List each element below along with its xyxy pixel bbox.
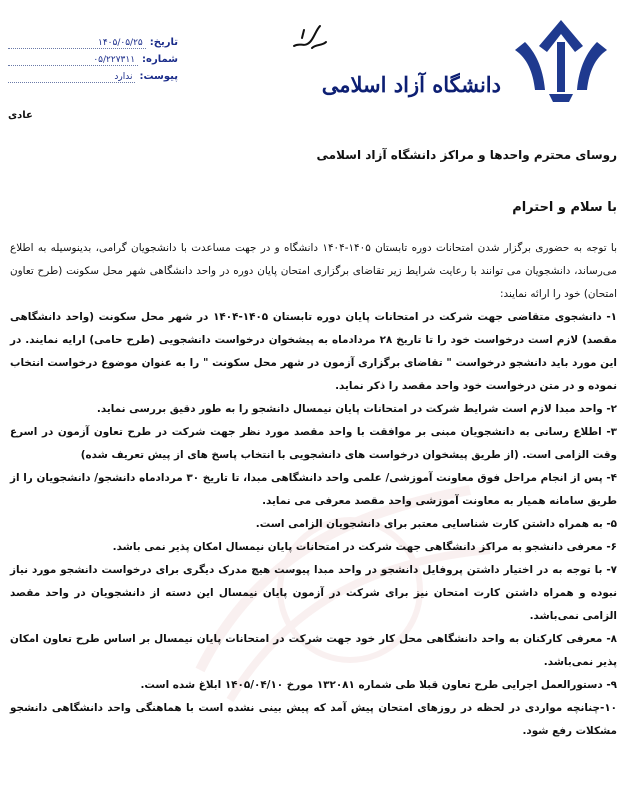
item-8: ۸- معرفی کارکنان به واحد دانشگاهی محل کار خود جهت شرکت در امتحانات پایان نیمسال بر اساس طرح تعاون امکان پذیر نمی‌باشد.: [10, 633, 617, 668]
item-1: ۱- دانشجوی متقاضی جهت شرکت در امتحانات پایان دوره تابستان ۱۴۰۵-۱۴۰۴ در شهر محل سکونت (واحد دانشگاهی مقصد) لازم است درخواست خود را تا تاریخ ۲۸ مردادماه به پیشخوان درخواست دانشجویی (طرح حامی) ارایه نمایند. در این مورد باید دانشجو درخواست " تقاضای برگزاری آزمون در شهر محل سکونت " را به عنوان موضوع درخواست انتخاب نموده و در متن درخواست خود واحد مقصد را ذکر نماید.: [10, 311, 617, 392]
meta-date: [8, 37, 178, 54]
meta-attachment-label: پیوست:: [139, 71, 178, 82]
letter-body: [10, 237, 617, 743]
item-9: ۹- دستورالعمل اجرایی طرح تعاون قبلا طی شماره ۱۳۲۰۸۱ مورخ ۱۴۰۵/۰۴/۱۰ ابلاغ شده است.: [140, 679, 617, 691]
classification-label: عادی: [8, 110, 33, 121]
meta-attachment-value: ندارد: [8, 72, 135, 83]
item-2: ۲- واحد مبدا لازم است شرایط شرکت در امتحانات پایان نیمسال دانشجو را به طور دقیق بررسی نماید.: [96, 403, 617, 415]
motto-calligraphy: [290, 20, 330, 56]
meta-date-label: تاریخ:: [149, 37, 178, 48]
item-3: ۳- اطلاع رسانی به دانشجویان مبنی بر موافقت با واحد مقصد مورد نظر جهت شرکت در طرح تعاون آزمون در اسرع وقت الزامی است. (از طریق پیشخوان درخواست های دانشجویی با انتخاب پاسخ های از پیش تعریف شده): [10, 426, 617, 461]
intro-paragraph: با توجه به حضوری برگزار شدن امتحانات دوره تابستان ۱۴۰۵-۱۴۰۴ دانشگاه و در جهت مساعدت با دانشجویان گرامی، بدینوسیله به اطلاع می‌رساند، دانشجویان می توانند با رعایت شرایط زیر تقاضای برگزاری امتحان پایان دوره در واحد دانشگاهی شهر محل سکونت (طرح تعاون امتحان) خود را ارائه نمایند:: [10, 242, 617, 300]
item-4: ۴- پس از انجام مراحل فوق معاونت آموزشی/ علمی واحد دانشگاهی مبدا، تا تاریخ ۳۰ مردادماه دانشجو/ دانشجویان را از طریق سامانه همیار به معاونت آموزشی واحد مقصد معرفی می نماید.: [10, 472, 617, 507]
item-7: ۷- با توجه به در اختیار داشتن پروفایل دانشجو در واحد مبدا پیوست هیچ مدرک دیگری برای درخواست دانشجو مورد نیاز نبوده و همراه داشتن کارت امتحان نیز برای شرکت در آزمون پایان نیمسال این دسته از دانشجویان در واحد مقصد الزامی نمی‌باشد.: [10, 564, 617, 622]
meta-number: [8, 54, 178, 71]
addressee: روسای محترم واحدها و مراکز دانشگاه آزاد اسلامی: [316, 148, 617, 162]
greeting: با سلام و احترام: [512, 200, 617, 215]
item-10: ۱۰-چنانچه مواردی در لحظه در روزهای امتحان پیش آمد که پیش بینی نشده است با هماهنگی واحد دانشگاهی دانشجو مشکلات رفع شود.: [10, 702, 617, 737]
meta-attachment: [8, 71, 178, 88]
letter-meta: [8, 37, 178, 88]
meta-date-value: ۱۴۰۵/۰۵/۲۵: [8, 38, 146, 49]
meta-number-label: شماره:: [142, 54, 178, 65]
university-logo: [505, 12, 617, 112]
item-6: ۶- معرفی دانشجو به مراکز دانشگاهی جهت شرکت در امتحانات پایان نیمسال امکان پذیر نمی باشد.: [112, 541, 617, 553]
item-5: ۵- به همراه داشتن کارت شناسایی معتبر برای دانشجویان الزامی است.: [255, 518, 617, 530]
university-name: دانشگاه آزاد اسلامی: [321, 72, 501, 97]
meta-number-value: ۰۵/۲۲۷۳۱۱: [8, 55, 138, 66]
